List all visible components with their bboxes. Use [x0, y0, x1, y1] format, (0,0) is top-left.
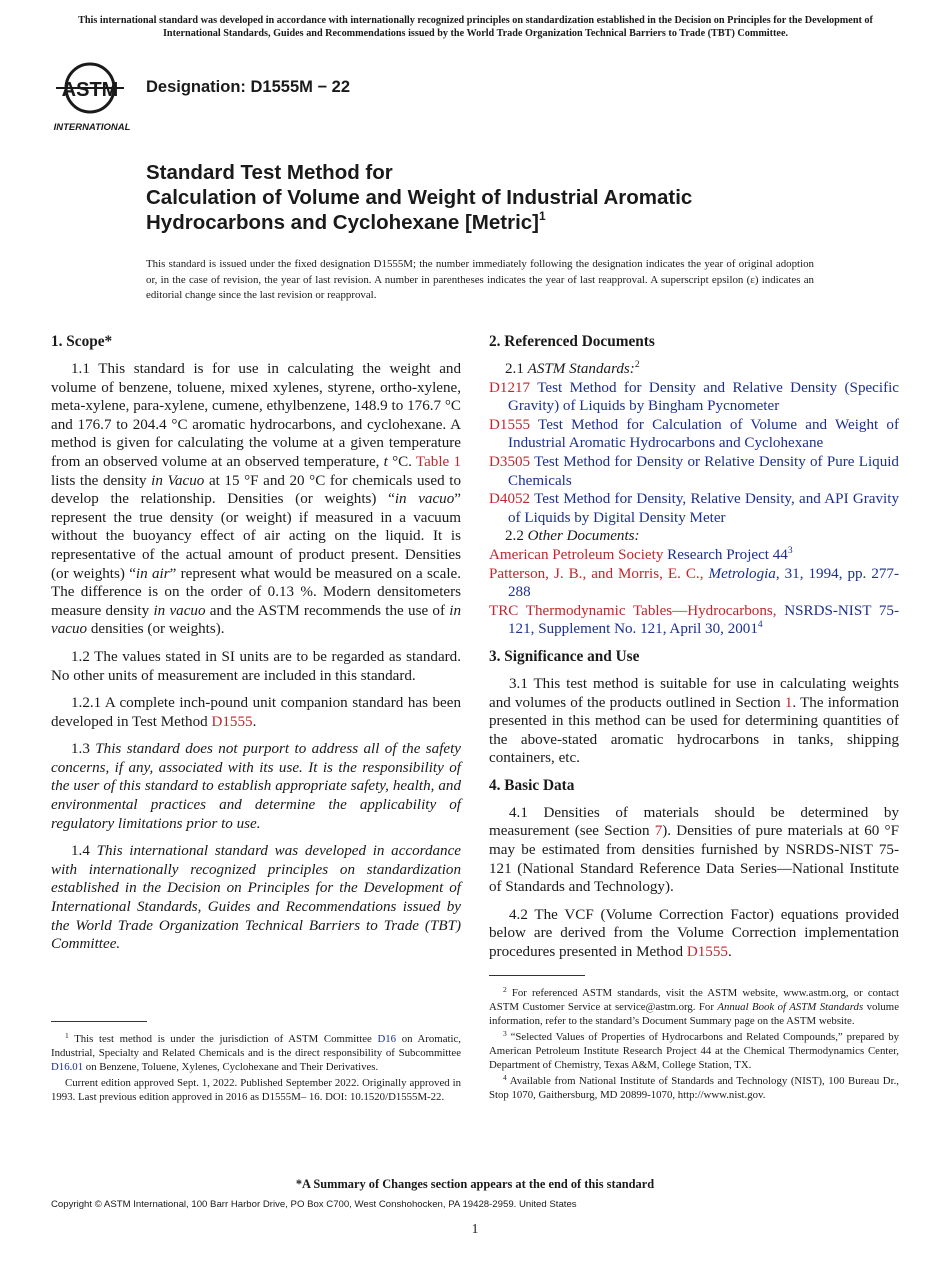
paragraph-4-1: 4.1 Densities of materials should be determined by measurement (see Section 7). Densities of pure materials at 60 °F may be estimated from densities furnished by NSRDS-NIST 75-121 (National Standard Reference Data Series—National Institute of Standards and Technology).: [489, 804, 899, 896]
title-footnote-mark: 1: [539, 209, 546, 223]
footnote-2: $^2$ For referenced ASTM standards, visit the ASTM website, www.astm.org, or contact ASTM Customer Service at service@astm.org. For Annual Book of ASTM Standards volume information, refer to the standard’s Document Summary page on the ASTM website.: [489, 985, 899, 1027]
edition-note: Current edition approved Sept. 1, 2022. Published September 2022. Originally approved in 1993. Last previous edition approved in 2016 as D1555M– 16. DOI: 10.1520/D1555M-22.: [51, 1077, 461, 1103]
section-7-link[interactable]: 7: [654, 823, 663, 840]
scope-heading: 1. Scope*: [51, 333, 113, 350]
reference-title[interactable]: Test Method for Density, Relative Density, and API Gravity of Liquids by Digital Density Meter: [508, 491, 899, 526]
reference-code[interactable]: D4052: [489, 491, 531, 508]
reference-code[interactable]: D1555: [489, 416, 531, 433]
paragraph-1-2: 1.2 The values stated in SI units are to be regarded as standard. No other units of measurement are included in this standard.: [51, 648, 461, 684]
method-d1555-link[interactable]: D1555: [686, 944, 728, 961]
reference-title[interactable]: Test Method for Calculation of Volume and Weight of Industrial Aromatic Hydrocarbons and Cyclohexane: [508, 416, 899, 452]
reference-title[interactable]: Test Method for Density or Relative Density of Pure Liquid Chemicals: [508, 453, 899, 489]
left-footnotes: [51, 1021, 461, 1106]
other-documents-label: 2.2 Other Documents:: [505, 528, 640, 545]
footnote-3: $^3$ “Selected Values of Properties of Hydrocarbons and Related Compounds,” prepared by American Petroleum Institute Research Project 44 at the Chemical Thermodynamics Center, Department of Chemistry, Texas A&M, College Station, TX.: [489, 1029, 899, 1071]
title-line-3: Hydrocarbons and Cyclohexane [Metric]: [146, 211, 540, 234]
other-reference-trc[interactable]: TRC Thermodynamic Tables—Hydrocarbons, NSRDS-NIST 75-121, Supplement No. 121, April 30, 2001$^4$: [489, 602, 899, 638]
d1555-link[interactable]: D1555: [211, 713, 253, 730]
right-column: [489, 333, 899, 971]
referenced-heading: 2. Referenced Documents: [489, 333, 655, 350]
reference-item[interactable]: [489, 453, 899, 490]
title-line-1: Standard Test Method for: [146, 161, 393, 184]
summary-of-changes-note: *A Summary of Changes section appears at the end of this standard: [295, 1177, 655, 1191]
reference-code[interactable]: D1217: [489, 379, 531, 396]
paragraph-1-3: 1.3 This standard does not purport to address all of the safety concerns, if any, associated with its use. It is the responsibility of the user of this standard to establish appropriate safety, health, and environmental practices and determine the applicability of regulatory limitations prior to use.: [51, 741, 462, 832]
paragraph-1-2-1: 1.2.1 A complete inch-pound unit companion standard has been developed in Test Method D1555.: [51, 695, 461, 730]
footnote-1: $^1$ This test method is under the jurisdiction of ASTM Committee D16 on Aromatic, Industrial, Specialty and Related Chemicals and is the direct responsibility of Subcommittee D16.01 on Benzene, Toluene, Xylenes, Cyclohexane and Their Derivatives.: [51, 1031, 461, 1073]
section-1-link[interactable]: 1: [784, 694, 793, 711]
paragraph-1-4: 1.4 This international standard was developed in accordance with internationally recognized principles on standardization established in the Decision on Principles for the Development of International Standards, Guides and Recommendations issued by the World Trade Organization Technical Barriers to Trade (TBT) Committee.: [51, 843, 462, 953]
designation: Designation: D1555M − 22: [146, 78, 351, 96]
logo-text: ASTM: [61, 79, 119, 101]
logo-subtext: INTERNATIONAL: [53, 122, 131, 133]
reference-code[interactable]: D3505: [489, 453, 531, 470]
astm-logo-graphic: [52, 58, 136, 134]
header-notice: This international standard was developed in accordance with internationally recognized principles on standardization established in the Decision on Principles for the Development of International Standards, Guides and Recommendations issued by the World Trade Organization Technical Barriers to Trade (TBT) Committee.: [78, 15, 873, 39]
copyright-line: Copyright © ASTM International, 100 Barr Harbor Drive, PO Box C700, West Conshohocken, PA 19428-2959. United States: [51, 1199, 577, 1210]
significance-heading: 3. Significance and Use: [489, 647, 640, 665]
footnote-4: $^4$ Available from National Institute of Standards and Technology (NIST), 100 Bureau Dr., Stop 1070, Gaithersburg, MD 20899-1070, http://www.nist.gov.: [489, 1073, 899, 1101]
paragraph-1-1: 1.1 This standard is for use in calculating the weight and volume of benzene, toluene, mixed xylenes, styrene, ortho-xylene, meta-xylene, para-xylene, cumene, ethylbenzene, 148.9 to 176.7 °C and 176.7 to 204.4 °C aromatic hydrocarbons, and cyclohexane. A method is given for calculating the volume at a given temperature from an observed volume at an observed temperature, t °C. Table 1 lists the density in Vacuo at 15 °F and 20 °C for chemicals used to develop the relationship. Densities (or weights) “in vacuo” represent the true density (or weight) if measured in a vacuum without the buoyancy effect of air acting on the liquid. It is representative of the actual amount of product present. Densities (or weights) “in air” represent what would be measured on a scale. The difference is on the order of 0.13 %. Modern densitometers measure density in vacuo and the ASTM recommends the use of in vacuo densities (or weights).: [51, 361, 462, 638]
issued-statement: This standard is issued under the fixed designation D1555M; the number immediately following the designation indicates the year of original adoption or, in the case of revision, the year of last revision. A number in parentheses indicates the year of last reapproval. A superscript epsilon (ε) indicates an editorial change since the last revision or reapproval.: [146, 258, 814, 302]
paragraph-3-1: 3.1 This test method is suitable for use in calculating weights and volumes of the products outlined in Section 1. The information presented in this method can be used for determining quantities of the above-stated aromatic hydrocarbons in tanks, shipping containers, etc.: [489, 675, 899, 767]
reference-item[interactable]: [489, 379, 899, 416]
left-column: [51, 333, 461, 963]
reference-item[interactable]: [489, 490, 899, 527]
other-reference-api[interactable]: American Petroleum Society Research Project $44^3$: [489, 545, 793, 563]
astm-standards-label: 2.1 ASTM Standards:$^2$: [505, 360, 640, 377]
page-number: 1: [471, 1221, 479, 1236]
reference-title[interactable]: Test Method for Density and Relative Density (Specific Gravity) of Liquids by Bingham Pycnometer: [508, 379, 899, 415]
table-1-link[interactable]: Table 1: [415, 453, 461, 470]
d16-link[interactable]: D16: [377, 1033, 397, 1045]
title-line-2: Calculation of Volume and Weight of Industrial Aromatic: [146, 186, 693, 209]
footnote-rule-right: [489, 975, 585, 976]
document-title: [146, 160, 886, 235]
astm-logo: [52, 58, 136, 134]
paragraph-4-2: 4.2 The VCF (Volume Correction Factor) equations provided below are derived from the Volume Correction implementation procedures presented in Method D1555.: [489, 906, 899, 961]
footnote-rule: [51, 1021, 147, 1022]
d16-01-link[interactable]: D16.01: [51, 1061, 84, 1073]
right-footnotes: [489, 975, 899, 1104]
reference-item[interactable]: [489, 416, 899, 453]
other-reference-metrologia[interactable]: Patterson, J. B., and Morris, E. C., Metrologia, 31, 1994, pp. 277-288: [489, 565, 900, 601]
basic-data-heading: 4. Basic Data: [489, 776, 575, 794]
reference-list: [489, 379, 899, 528]
